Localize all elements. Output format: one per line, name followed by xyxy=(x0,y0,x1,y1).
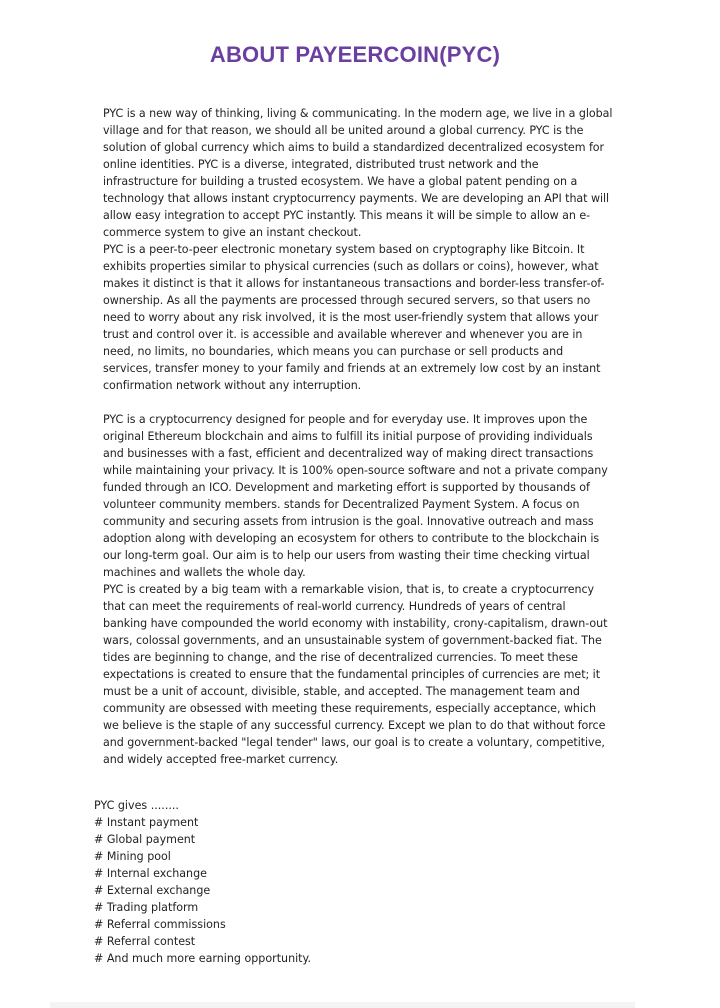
paragraph-intro: PYC is a new way of thinking, living & communicating. In the modern age, we live in a global village and for that reason, we should all be united around a global currency. PYC is the solution of global currency which aims to build a standardized decentralized ecosystem for online identities. PYC is a diverse, integrated, distributed trust network and the infrastructure for building a trusted ecosystem. We have a global patent pending on a technology that allows instant cryptocurrency payments. We are developing an API that will allow easy integration to accept PYC instantly. This means it will be simple to allow an e-commerce system to give an instant checkout. xyxy=(103,107,613,239)
feature-item: # Mining pool xyxy=(94,850,171,863)
feature-item: # External exchange xyxy=(94,884,211,897)
features-heading: PYC gives ........ xyxy=(94,799,179,812)
features-list xyxy=(94,797,494,967)
feature-item: # Global payment xyxy=(94,833,196,846)
feature-item: # Referral commissions xyxy=(94,918,226,931)
feature-item: # And much more earning opportunity. xyxy=(94,952,312,965)
paragraph-vision: PYC is created by a big team with a remarkable vision, that is, to create a cryptocurrency that can meet the requirements of real-world currency. Hundreds of years of central banking have compounded the world economy with instability, crony-capitalism, drawn-out wars, colossal governments, and an unsustainable system of government-backed fiat. The tides are beginning to change, and the rise of decentralized currencies. To meet these expectations is created to ensure that the fundamental principles of currencies are met; it must be a unit of account, divisible, stable, and accepted. The management team and community are obsessed with meeting these requirements, especially acceptance, which we believe is the staple of any successful currency. Except we plan to do that without force and government-backed "legal tender" laws, our goal is to create a voluntary, competitive, and widely accepted free-market currency. xyxy=(103,583,608,766)
feature-item: # Trading platform xyxy=(94,901,199,914)
paragraph-peer-to-peer: PYC is a peer-to-peer electronic monetary system based on cryptography like Bitcoin. It exhibits properties similar to physical currencies (such as dollars or coins), however, what makes it distinct is that it allows for instantaneous transactions and border-less transfer-of-ownership. As all the payments are processed through secured servers, so that users no need to worry about any risk involved, it is the most user-friendly system that allows your trust and control over it. is accessible and available wherever and whenever you are in need, no limits, no boundaries, which means you can purchase or sell products and services, transfer money to your family and friends at an extremely low cost by an instant confirmation network without any interruption. xyxy=(103,243,605,392)
about-article xyxy=(103,105,613,768)
feature-item: # Internal exchange xyxy=(94,867,207,880)
bottom-divider xyxy=(50,1002,635,1008)
paragraph-everyday-use: PYC is a cryptocurrency designed for people and for everyday use. It improves upon the original Ethereum blockchain and aims to fulfill its initial purpose of providing individuals and businesses with a fast, efficient and decentralized way of making direct transactions while maintaining your privacy. It is 100% open-source software and not a private company funded through an ICO. Development and marketing effort is supported by thousands of volunteer community members. stands for Decentralized Payment System. A focus on community and securing assets from intrusion is the goal. Innovative outreach and mass adoption along with developing an ecosystem for others to contribute to the blockchain is our long-term goal. Our aim is to help our users from wasting their time checking virtual machines and wallets the whole day. xyxy=(103,413,608,579)
page-title: ABOUT PAYEERCOIN(PYC) xyxy=(209,42,501,67)
feature-item: # Referral contest xyxy=(94,935,196,948)
feature-item: # Instant payment xyxy=(94,816,199,829)
